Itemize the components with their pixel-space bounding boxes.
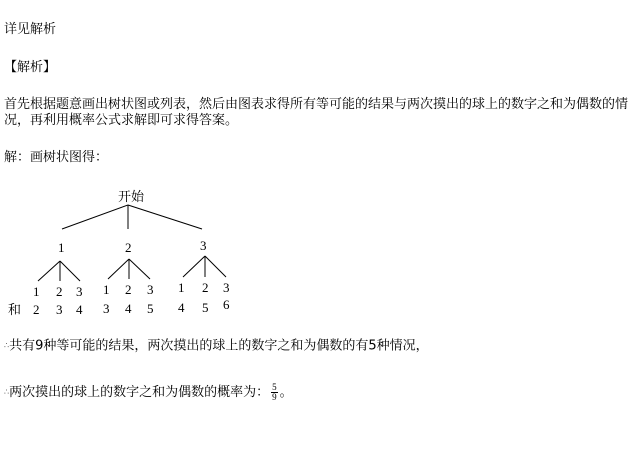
result-text: 共有9种等可能的结果，两次摸出的球上的数字之和为偶数的有5种情况， <box>9 338 429 354</box>
edge-root-1 <box>62 205 128 229</box>
tree-l2-2-3: 3 <box>147 282 154 297</box>
edge-3-1 <box>183 256 205 277</box>
probability-prefix: 两次摸出的球上的数字之和为偶数的概率为： <box>9 385 270 400</box>
sum-3-3: 6 <box>223 297 230 312</box>
tree-l2-2-2: 2 <box>125 282 132 297</box>
heading: 详见解析 <box>4 22 57 37</box>
tree-root: 开始 <box>118 190 145 205</box>
edge-1-3 <box>60 261 80 281</box>
sum-2-3: 5 <box>147 301 154 316</box>
fraction-denominator: 9 <box>272 392 277 402</box>
intro-paragraph: 首先根据题意画出树状图或列表，然后由图表求得所有等可能的结果与两次摸出的球上的数字之和为偶数的情况，再利用概率公式求解即可求得答案。 <box>4 97 629 128</box>
sum-2-1: 3 <box>103 301 110 316</box>
tree-l2-2-1: 1 <box>103 282 110 297</box>
tree-level1-2: 2 <box>125 240 132 255</box>
sum-1-2: 3 <box>56 302 63 317</box>
fraction-numerator: 5 <box>272 382 277 392</box>
sum-3-1: 4 <box>178 300 185 315</box>
sum-3-2: 5 <box>202 300 209 315</box>
edge-2-1 <box>108 259 129 279</box>
edge-3-3 <box>205 256 226 277</box>
sum-1-1: 2 <box>33 302 40 317</box>
tree-l2-3-2: 2 <box>202 280 209 295</box>
edge-root-3 <box>128 205 202 229</box>
section-label: 【解析】 <box>4 60 57 75</box>
tree-level1-1: 1 <box>58 240 65 255</box>
tree-l2-1-3: 3 <box>76 284 83 299</box>
sum-1-3: 4 <box>76 302 83 317</box>
probability-fraction <box>271 383 278 402</box>
tree-l2-3-3: 3 <box>223 280 230 295</box>
probability-suffix: 。 <box>279 385 293 400</box>
therefore-symbol: ∴ <box>4 341 10 350</box>
tree-l2-3-1: 1 <box>178 280 185 295</box>
therefore-symbol-2: ∴ <box>4 387 10 397</box>
solution-start: 解：画树状图得： <box>4 150 109 165</box>
edge-1-1 <box>38 261 60 281</box>
sum-label: 和 <box>8 303 22 318</box>
tree-level1-3: 3 <box>200 238 207 253</box>
result-line <box>4 338 429 355</box>
sum-2-2: 4 <box>125 301 132 316</box>
tree-l2-1-2: 2 <box>56 284 63 299</box>
tree-diagram <box>0 185 630 320</box>
probability-line <box>4 383 293 402</box>
tree-l2-1-1: 1 <box>33 284 40 299</box>
edge-2-3 <box>129 259 150 279</box>
